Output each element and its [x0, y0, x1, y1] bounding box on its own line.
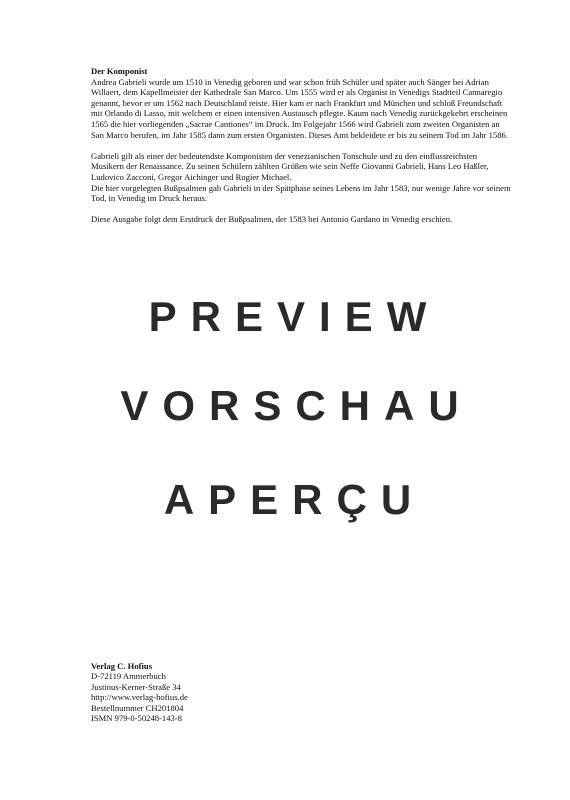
composer-heading: Der Komponist	[91, 66, 148, 76]
composer-section	[91, 66, 511, 236]
publisher-street: Justinus-Kerner-Straße 34	[91, 681, 181, 692]
composer-paragraph-2: Gabrieli gilt als einer der bedeutendste Komponisten der venezianischen Tonschule und zu den einflussreichsten Musikern der Renaissance. Zu seinen Schülern zählten Größen wie sein Neffe Giovanni Gabrieli, Hans Leo Haßler, Ludovico Zacconi, Gregor Aichinger und Rogier Michael.	[91, 150, 489, 182]
preview-watermark	[91, 240, 486, 640]
preview-text-de: VORSCHAU	[120, 382, 473, 429]
publisher-ismn: ISMN 979-0-50248-143-8	[91, 713, 182, 724]
publisher-imprint	[91, 661, 188, 723]
preview-text-fr: APERÇU	[163, 476, 426, 523]
composer-paragraph-4: Diese Ausgabe folgt dem Erstdruck der Bußpsalmen, der 1583 bei Antonio Gardano in Venedig erschien.	[91, 214, 453, 225]
composer-paragraph-1: Andrea Gabrieli wurde um 1510 in Venedig geboren und war schon früh Schüler und später auch Sänger bei Adrian Willaert, dem Kapellmeister der Kathedrale San Marco. Um 1555 wird er als Organist in Venedigs Stadtteil Cannaregio genannt, bevor er um 1562 nach Deutschland reiste. Hier kam er nach Frankfurt und München und schloß Freundschaft mit Orlando di Lasso, mit welchem er einen intensiven Austausch pflegte. Kaum nach Venedig zurückgekehrt erscheinen 1565 die hier vorliegenden „Sacrae Cantiones“ im Druck. Im Folgejahr 1566 wird Gabrieli zum zweiten Organisten an San Marco berufen, im Jahr 1585 dann zum ersten Organisten. Dieses Amt bekleidete er bis zu seinem Tod im Jahr 1586.	[91, 76, 508, 140]
publisher-name: Verlag C. Hofius	[91, 661, 153, 671]
publisher-city: D-72119 Ammerbuch	[91, 671, 166, 682]
preview-text-en: PREVIEW	[148, 293, 441, 340]
publisher-website: http://www.verlag-hofius.de	[91, 692, 188, 703]
composer-paragraph-3: Die hier vorgelegten Bußpsalmen gab Gabrieli in der Spätphase seines Lebens im Jahr 1583, nur wenige Jahre vor seinem Tod, in Venedig im Druck heraus.	[91, 182, 511, 204]
publisher-order-number: Bestellnummer CH201804	[91, 702, 184, 713]
